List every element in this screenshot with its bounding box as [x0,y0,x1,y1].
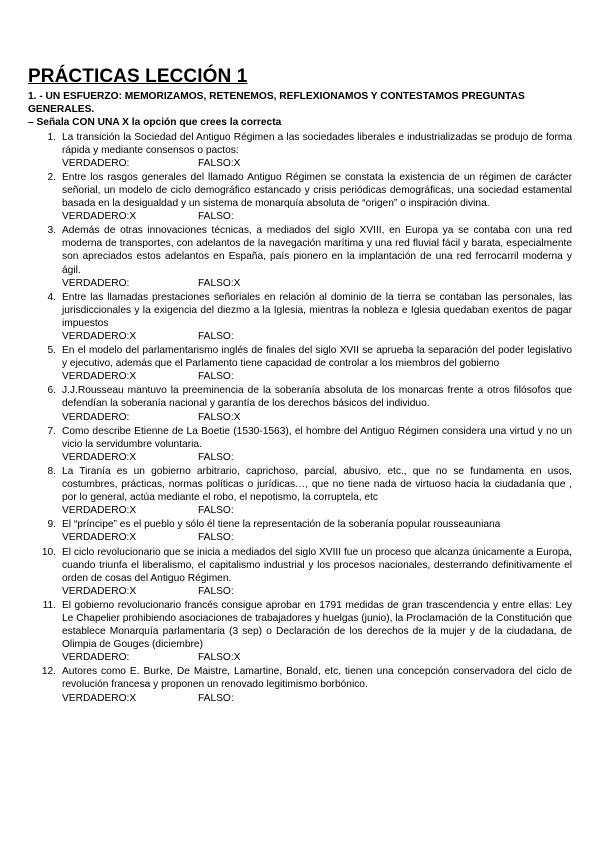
question-number: 3. [47,225,56,237]
question-number: 5. [47,345,56,357]
answer-line [62,585,572,598]
question-text: La Tiranía es un gobierno arbitrario, caprichoso, parcial, abusivo, etc., que no se fundamenta en usos, costumbres, prácticas, normas políticas o jurídicas…, que no tiene nada de virtuoso hacia la ciudadanía que , por lo general, actúa mediante el robo, el nepotismo, la corruptela, etc [62,465,572,504]
answer-true: VERDADERO:X [62,331,137,343]
question-text: La transición la Sociedad del Antiguo Régimen a las sociedades liberales e industrializadas se produjo de forma rápida y mediante consensos o pactos: [62,131,572,156]
answer-line [62,330,572,343]
question-number: 7. [47,425,56,437]
answer-false: FALSO: [198,692,234,704]
question-item [28,291,572,343]
question-list [28,131,572,705]
question-text: Entre las llamadas prestaciones señoriales en relación al dominio de la tierra se contaban las personales, las jurisdiccionales y la exigencia del diezmo a la Iglesia, mientras la nobleza e Iglesia quedaban exentos de pagar impuestos [62,291,572,329]
question-item [28,465,572,517]
question-text: Autores como E. Burke, De Maistre, Lamartine, Bonald, etc, tienen una concepción conservadora del ciclo de revolución francesa y proponen un renovado legitimismo borbónico. [62,666,572,691]
question-text: J.J.Rousseau mantuvo la preeminencia de la soberanía absoluta de los monarcas frente a otros filósofos que defendían la soberanía nacional y garantía de los derechos básicos del individuo. [62,385,572,410]
question-item [28,665,572,704]
answer-line [62,692,572,705]
answer-true: VERDADERO: [62,652,130,664]
instruction-text: – Señala CON UNA X la opción que crees la correcta [28,117,282,129]
question-item [28,344,572,383]
question-item [28,171,572,223]
answer-false: FALSO: [198,331,234,343]
answer-false: FALSO:X [198,277,241,289]
answer-true: VERDADERO:X [62,692,137,704]
question-item [28,599,572,664]
question-number: 2. [47,171,56,183]
answer-true: VERDADERO:X [62,585,137,597]
answer-line [62,277,572,290]
question-number: 4. [47,291,56,303]
question-text: El ciclo revolucionario que se inicia a mediados del siglo XVIII fue un proceso que alcanza únicamente a Europa, cuando triunfa el liberalismo, el capitalismo industrial y los procesos nacionales, desterrando definitivamente el orden de cosas del Antiguo Régimen. [62,546,572,584]
answer-true: VERDADERO: [62,411,130,423]
answer-line [62,370,572,383]
question-item [28,518,572,544]
answer-true: VERDADERO:X [62,211,137,223]
answer-true: VERDADERO:X [62,532,137,544]
answer-true: VERDADERO:X [62,451,137,463]
question-number: 6. [47,385,56,397]
answer-line [62,210,572,223]
answer-true: VERDADERO: [62,157,130,169]
question-item [28,224,572,289]
answer-line [62,504,572,517]
answer-false: FALSO:X [198,411,241,423]
answer-true: VERDADERO: [62,277,130,289]
answer-false: FALSO: [198,505,234,517]
question-number: 9. [47,519,56,531]
question-text: Como describe Etienne de La Boetie (1530-1563), el hombre del Antiguo Régimen considera una virtud y no un vicio la servidumbre voluntaria. [62,425,572,450]
page-title: PRÁCTICAS LECCIÓN 1 [28,66,248,87]
question-item [28,384,572,423]
answer-line [62,531,572,544]
question-number: 11. [42,599,56,611]
question-text: Además de otras innovaciones técnicas, a mediados del siglo XVIII, en Europa ya se contaba con una red moderna de transportes, con adelantos de la navegación marítima y una red fluvial fácil y barata, especialmente son apreciados estos adelantos en España, país pionero en la implantación de una red ferrocarril moderna y ágil. [62,225,572,276]
section-subtitle: 1. - UN ESFUERZO: MEMORIZAMOS, RETENEMOS, REFLEXIONAMOS Y CONTESTAMOS PREGUNTAS GENERALES. [28,91,525,116]
question-item [28,546,572,598]
answer-false: FALSO: [198,585,234,597]
answer-true: VERDADERO:X [62,371,137,383]
answer-line [62,651,572,664]
answer-line [62,451,572,464]
question-text: El “príncipe” es el pueblo y sólo él tiene la representación de la soberanía popular rousseauniana [62,519,501,531]
question-item [28,425,572,464]
answer-line [62,157,572,170]
answer-false: FALSO: [198,532,234,544]
answer-false: FALSO: [198,371,234,383]
question-number: 12. [41,666,56,678]
answer-false: FALSO: [198,211,234,223]
question-number: 8. [47,465,56,477]
answer-false: FALSO: [198,451,234,463]
question-text: En el modelo del parlamentarismo inglés de finales del siglo XVII se aprueba la separación del poder legislativo y ejecutivo, además que el Parlamento tiene capacidad de controlar a los miembros del gobierno [62,345,572,370]
question-item [28,131,572,170]
answer-line [62,411,572,424]
answer-true: VERDADERO:X [62,505,137,517]
question-number: 1. [47,131,56,143]
question-text: Entre los rasgos generales del llamado Antiguo Régimen se constata la existencia de un régimen de carácter señorial, un modelo de ciclo demográfico estancado y crisis periódicas demográficas, una sociedad estamental basada en la desigualdad y un sistema de monarquía absoluta de “origen” o inspiración divina. [62,171,572,210]
question-text: El gobierno revolucionario francés consigue aprobar en 1791 medidas de gran trascendencia y entre ellas: Ley Le Chapelier prohibiendo asociaciones de trabajadores y huelgas (junio), la Proclamación de la Constitución que establece Monarquía parlamentaria (3 sep) o Declaración de los derechos de la mujer y de la ciudadana, de Olimpia de Gouges (diciembre) [62,599,572,651]
answer-false: FALSO:X [198,652,241,664]
answer-false: FALSO:X [198,157,241,169]
question-number: 10. [41,546,56,558]
